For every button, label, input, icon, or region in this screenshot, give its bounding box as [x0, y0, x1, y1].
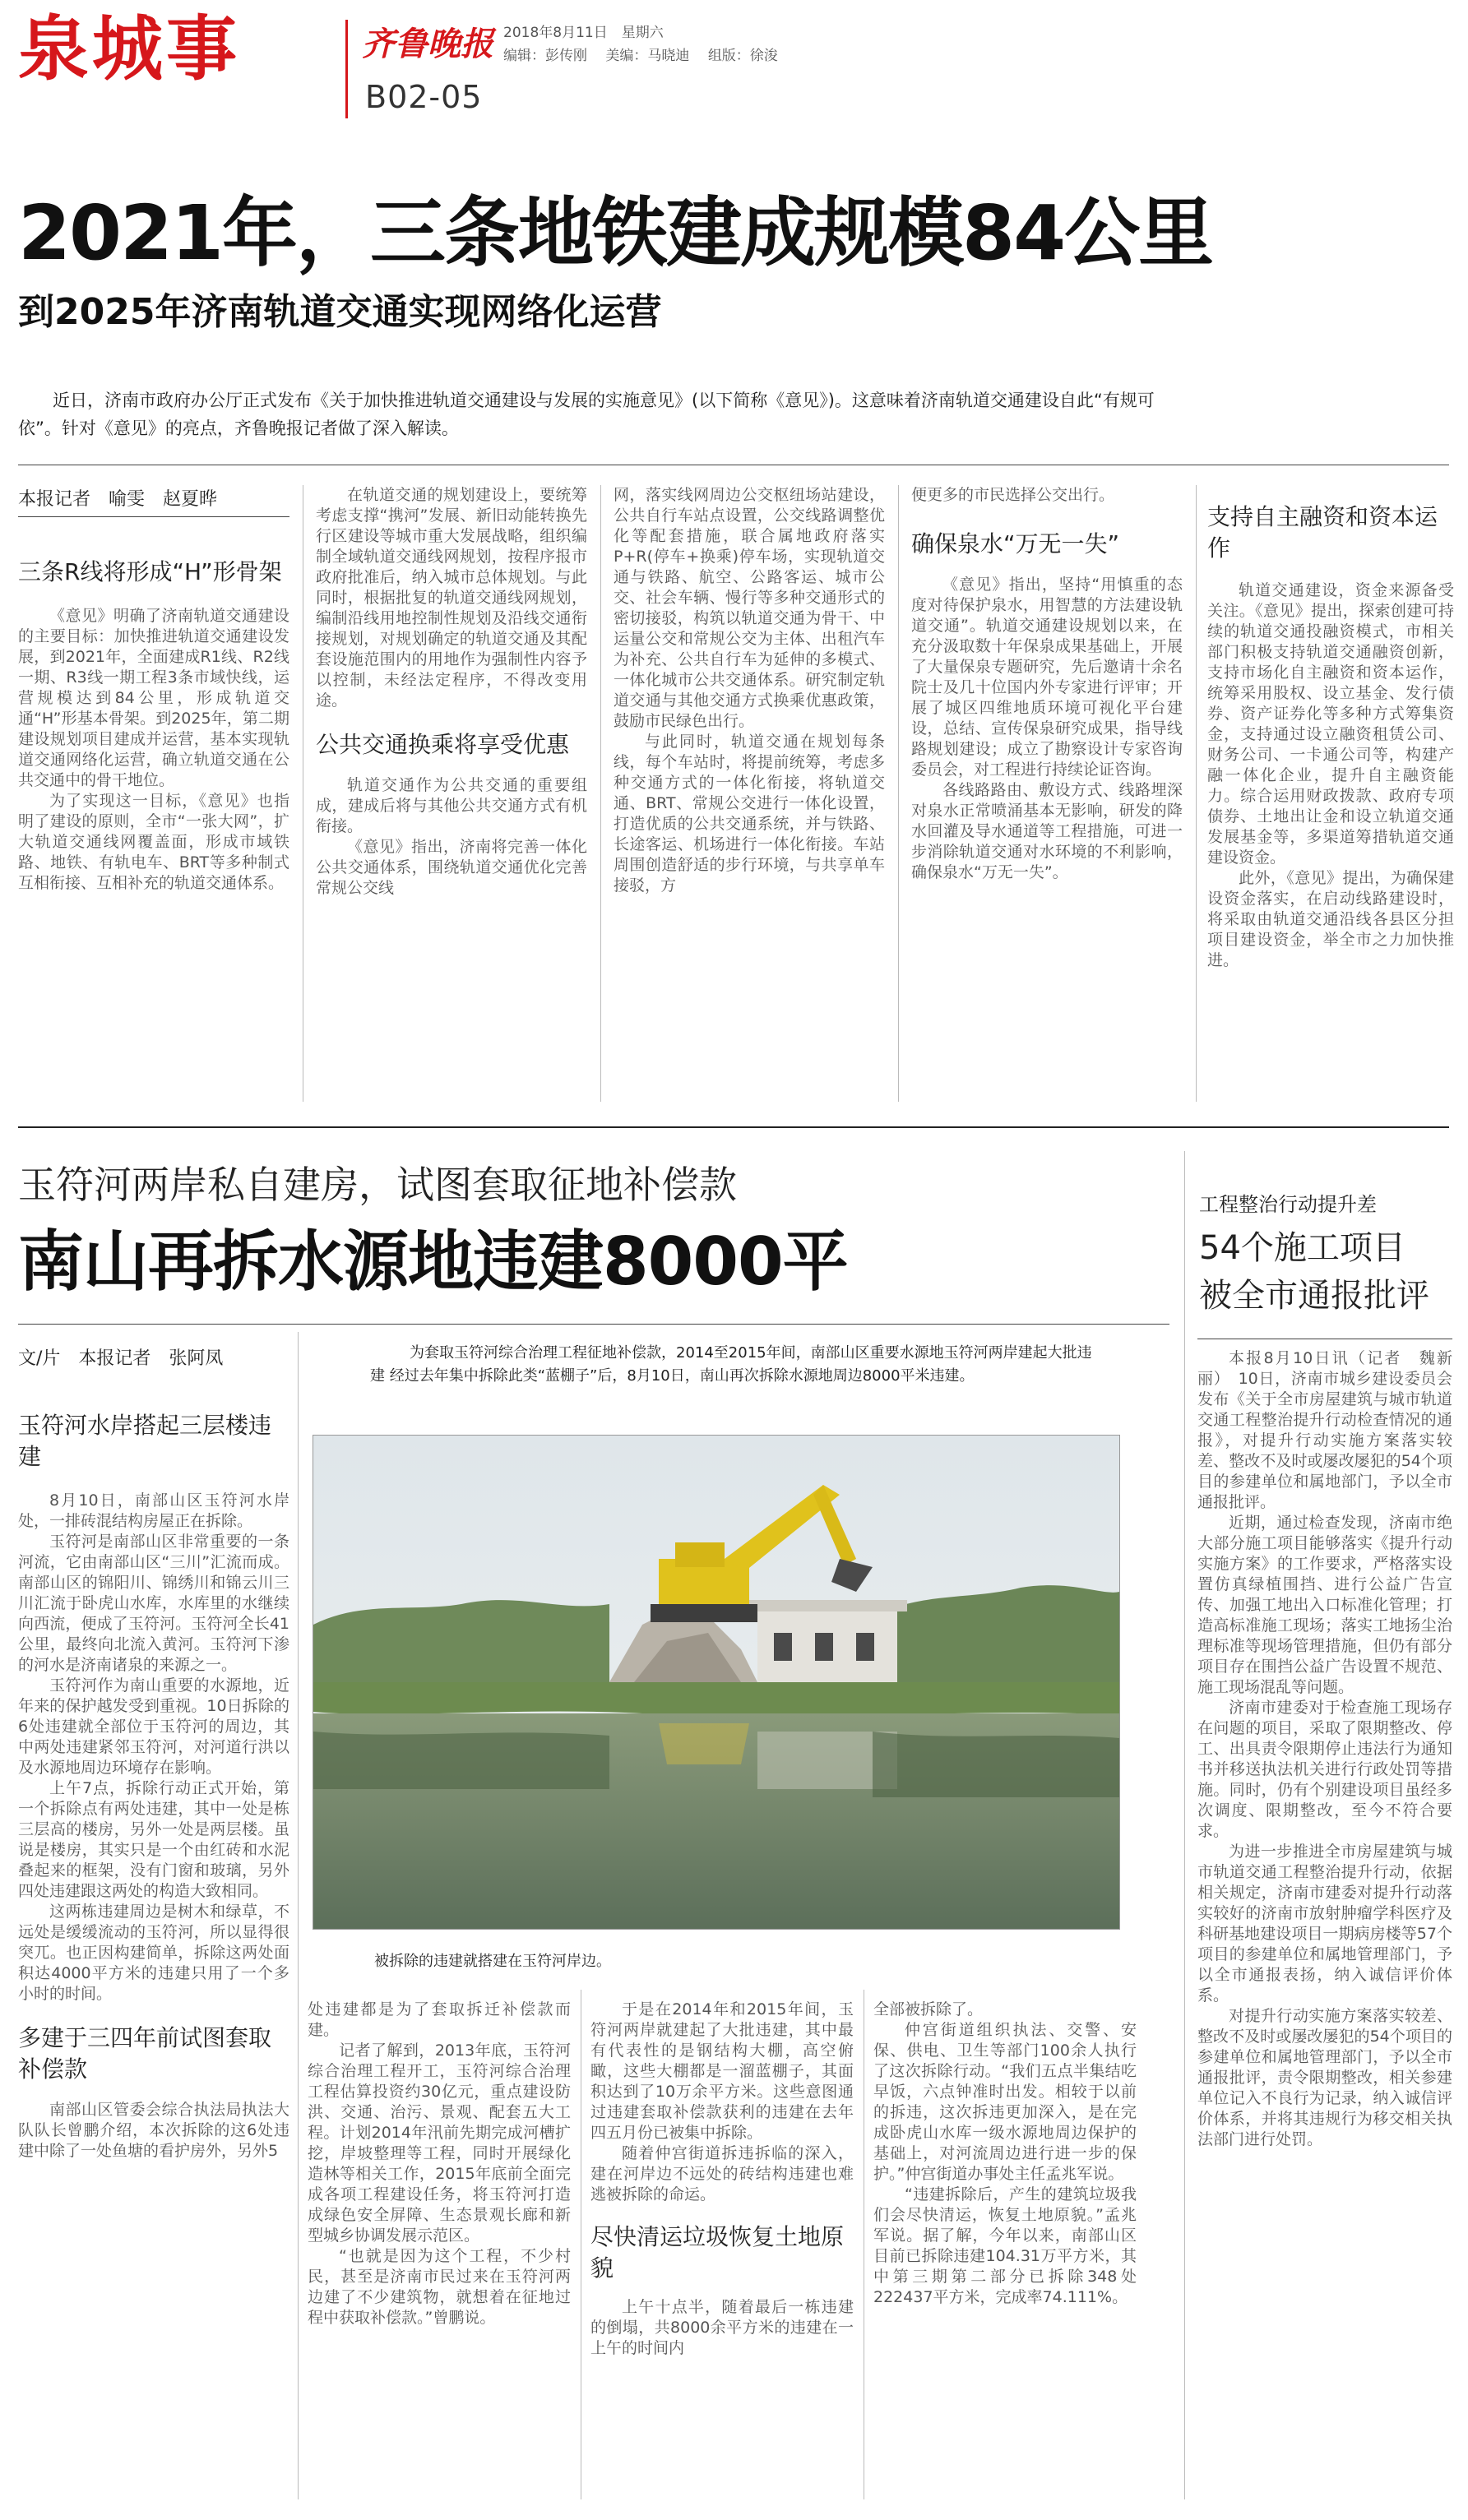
story2-paragraph: “违建拆除后，产生的建筑垃圾我们会尽快清运，恢复土地原貌。”孟兆军说。据了解，今年以来，南部山区目前已拆除违建104.31万平方米，其中第三期第二部分已拆除348处222437平方米，完成率74.111%。 — [873, 2185, 1137, 2306]
proof-credit: 组版：徐浚 — [707, 48, 778, 64]
column-divider — [1184, 1151, 1185, 2499]
story1-paragraph: 此外，《意见》提出，为确保建设资金落实，在启动线路建设时，将采取由轨道交通沿线各县区分担项目建设资金，举全市之力加快推进。 — [1207, 869, 1454, 969]
story1-headline: 2021年，三条地铁建成规模84公里 — [18, 189, 1213, 277]
story2-paragraph: 玉符河作为南山重要的水源地，近年来的保护越发受到重视。10日拆除的6处违建就全部位于玉符河的周边，其中两处违建紧邻玉符河，对河道行洪以及水源地周边环境存在影响。 — [18, 1676, 289, 1777]
photo-caption: 被拆除的违建就搭建在玉符河岸边。 — [374, 1953, 611, 1970]
story1-subhead-1: 三条R线将形成“H”形骨架 — [18, 558, 282, 585]
story1-paragraph: 轨道交通建设，资金来源备受关注。《意见》提出，探索创建可持续的轨道交通投融资模式，市相关部门积极支持轨道交通融资创新，支持市场化自主融资和资本运作，统筹采用股权、设立基金、发行债券、资产证券化等多种方式筹集资金，支持通过设立融资租赁公司、财务公司、一卡通公司等，构建产融一体化企业，提升自主融资能力。综合运用财政拨款、政府专项债券、土地出让金和设立轨道交通发展基金等，多渠道筹措轨道交通建设资金。 — [1207, 581, 1454, 867]
story1-paragraph: 便更多的市民选择公交出行。 — [911, 486, 1115, 504]
story2-subhead-2: 多建于三四年前试图套取补偿款 — [18, 2024, 272, 2083]
demolition-photo — [313, 1435, 1120, 1930]
photo-illustration — [313, 1436, 1119, 1929]
story2-intro: 为套取玉符河综合治理工程征地补偿款，2014至2015年间，南部山区重要水源地玉符河两岸建起大批违建 经过去年集中拆除此类“蓝棚子”后，8月10日，南山再次拆除水源地周边8000平米违建。 — [370, 1344, 1092, 1385]
story3-kicker: 工程整治行动提升差 — [1199, 1193, 1377, 1216]
story2-column-4 — [873, 2000, 1137, 2308]
masthead-divider — [345, 20, 348, 118]
divider — [18, 1324, 1169, 1325]
story1-column-1 — [18, 485, 289, 894]
designer-credit: 美编：马晓迪 — [605, 48, 690, 64]
story1-paragraph: 《意见》指出，坚持“用慎重的态度对待保护泉水，用智慧的方法建设轨道交通”。轨道交通建设规划以来，在充分汲取数十年保泉成果基础上，开展了大量保泉专题研究，先后邀请十余名院士及几十位国内外专家进行评审；开展了城区四维地质环境可视化平台建设，总结、宣传保泉研究成果，指导线路规划建设；成立了勘察设计专家咨询委员会，对工程进行持续论证咨询。 — [911, 576, 1183, 779]
divider — [18, 1126, 1449, 1128]
story1-paragraph: 各线路路由、敷设方式、线路埋深对泉水正常喷涌基本无影响，研发的降水回灌及导水通道等工程措施，可进一步消除轨道交通对水环境的不利影响，确保泉水“万无一失”。 — [911, 781, 1183, 881]
story3-body — [1197, 1348, 1452, 2150]
story2-paragraph: 随着仲宫街道拆违拆临的深入，建在河岸边不远处的砖结构违建也难逃被拆除的命运。 — [590, 2144, 854, 2203]
story1-lead: 近日，济南市政府办公厅正式发布《关于加快推进轨道交通建设与发展的实施意见》(以下简称《意见》)。这意味着济南轨道交通建设自此“有规可依”。针对《意见》的亮点，齐鲁晚报记者做了深入解读。 — [18, 391, 1155, 438]
story2-subhead-1: 玉符河水岸搭起三层楼违建 — [18, 1412, 272, 1470]
story2-paragraph: 这两栋违建周边是树木和绿草，不远处是缓缓流动的玉符河，所以显得很突兀。也正因构建简单，拆除这两处面积达4000平方米的违建只用了一个多小时的时间。 — [18, 1903, 289, 2003]
staff-credits — [503, 44, 778, 67]
story2-paragraph: 全部被拆除了。 — [873, 2000, 984, 2018]
story2-headline: 南山再拆水源地违建8000平 — [18, 1223, 848, 1300]
story1-paragraph: 与此同时，轨道交通在规划每条线，每个车站时，将提前统筹，考虑多种交通方式的一体化衔接，将轨道交通、BRT、常规公交进行一体化设置，打造优质的公共交通系统，并与铁路、长途客运、机场进行一体化衔接。车站周围创造舒适的步行环境，与共享单车接驳，方 — [614, 733, 885, 895]
story2-paragraph: 玉符河是南部山区非常重要的一条河流，它由南部山区“三川”汇流而成。南部山区的锦阳川、锦绣川和锦云川三川汇流于卧虎山水库，水库里的水继续向西流，便成了玉符河。玉符河全长41公里，最终向北流入黄河。玉符河下渗的河水是济南诸泉的来源之一。 — [18, 1533, 289, 1674]
story2-column-3 — [590, 2000, 854, 2359]
issue-date: 2018年8月11日 星期六 — [503, 25, 664, 41]
story2-paragraph: 上午7点，拆除行动正式开始，第一个拆除点有两处违建，其中一处是栋三层高的楼房，另外一处是两层楼。虽说是楼房，其实只是一个由红砖和水泥叠起来的框架，没有门窗和玻璃，另外四处违建跟这两处的构造大致相同。 — [18, 1779, 289, 1900]
story2-paragraph: 于是在2014年和2015年间，玉符河两岸就建起了大批违建，其中最有代表性的是钢结构大棚，高空俯瞰，这些大棚都是一溜蓝棚子，其面积达到了10万余平方米。这些意图通过违建套取补偿款获利的违建在去年四五月份已被集中拆除。 — [590, 2000, 854, 2142]
story3-headline-line1: 54个施工项目 — [1199, 1229, 1405, 1267]
story1-byline: 本报记者 喻雯 赵夏晔 — [18, 489, 218, 510]
story2-column-2 — [308, 2000, 571, 2328]
story1-paragraph: 在轨道交通的规划建设上，要统筹考虑支撑“携河”发展、新旧动能转换先行区建设等城市重大发展战略，组织编制全域轨道交通线网规划，按程序报市政府批准后，纳入城市总体规划。与此同时，根据批复的轨道交通线网规划，编制沿线用地控制性规划及沿线交通衔接规划，对规划确定的轨道交通及其配套设施范围内的用地作为强制性内容予以控制，未经法定程序，不得改变用途。 — [316, 486, 587, 710]
column-divider — [600, 485, 601, 1102]
story1-subhead-4: 支持自主融资和资本运作 — [1207, 503, 1438, 562]
story1-paragraph: 《意见》明确了济南轨道交通建设的主要目标：加快推进轨道交通建设发展，到2021年，全面建成R1线、R2线一期、R3线一期工程3条市域快线，运营规模达到84公里，形成轨道交通“H”形基本骨架。到2025年，第二期建设规划项目建成并运营，基本实现轨道交通网络化运营，确立轨道交通在公共交通中的骨干地位。 — [18, 607, 289, 789]
story1-paragraph: 网，落实线网周边公交枢纽场站建设，公共自行车站点设置，公交线路调整优化等配套措施，联合属地政府落实P+R(停车+换乘)停车场，实现轨道交通与铁路、航空、公路客运、城市公交、社会车辆、慢行等多种交通形式的密切接驳，构筑以轨道交通为骨干、中运量公交和常规公交为主体、出租汽车为补充、公共自行车为延伸的多模式、一体化城市公共交通体系。研究制定轨道交通与其他交通方式换乘优惠政策，鼓励市民绿色出行。 — [614, 486, 885, 730]
story1-column-4 — [911, 485, 1183, 883]
story3-paragraph: 对提升行动实施方案落实较差、整改不及时或屡改屡犯的54个项目的参建单位和属地管理部门，予以全市通报批评，责令限期整改，相关参建单位记入不良行为记录，纳入诚信评价体系，并将其违规行为移交相关执法部门进行处罚。 — [1197, 2007, 1452, 2148]
story2-paragraph: 仲宫街道组织执法、交警、安保、供电、卫生等部门100余人执行了这次拆除行动。“我们五点半集结吃早饭，六点钟准时出发。相较于以前的拆违，这次拆违更加深入，是在完成卧虎山水库一级水源地周边保护的基础上，对河流周边进行进一步的保护。”仲宫街道办事处主任孟兆军说。 — [873, 2021, 1137, 2183]
story2-paragraph: 处违建都是为了套取拆迁补偿款而建。 — [308, 2000, 571, 2039]
story2-paragraph: 记者了解到，2013年底，玉符河综合治理工程开工，玉符河综合治理工程估算投资约30亿元，重点建设防洪、交通、治污、景观、配套五大工程。计划2014年汛前先期完成河槽扩挖，岸坡整理等工程，同时开展绿化造林等相关工作，2015年底前全面完成各项工程建设任务，将玉符河打造成绿色安全屏障、生态景观长廊和新型城乡协调发展示范区。 — [308, 2041, 571, 2245]
page-number: B02-05 — [365, 79, 483, 115]
story3-paragraph: 济南市建委对于检查施工现场存在问题的项目，采取了限期整改、停工、出具责令限期停止违法行为通知书并移送执法机关进行行政处罚等措施。同时，仍有个别建设项目虽经多次调度、限期整改，至今不符合要求。 — [1197, 1699, 1452, 1840]
story1-column-2 — [316, 485, 587, 899]
story2-paragraph: 上午十点半，随着最后一栋违建的倒塌，共8000余平方米的违建在一上午的时间内 — [590, 2298, 854, 2357]
story3-paragraph: 近期，通过检查发现，济南市绝大部分施工项目能够落实《提升行动实施方案》的工作要求，严格落实设置仿真绿植围挡、进行公益广告宣传、加强工地出入口标准化管理；打造高标准施工现场；落实工地扬尘治理标准等现场管理措施，但仍有部分项目存在围挡公益广告设置不规范、施工现场混乱等问题。 — [1197, 1514, 1452, 1696]
section-title: 泉城事 — [18, 7, 240, 90]
masthead-meta — [503, 21, 778, 67]
editor-credit: 编辑：彭传刚 — [503, 48, 587, 64]
story2-paragraph: 南部山区管委会综合执法局执法大队队长曾鹏介绍，本次拆除的这6处违建中除了一处鱼塘的看护房外，另外5 — [18, 2101, 289, 2160]
story3-paragraph: 为进一步推进全市房屋建筑与城市轨道交通工程整治提升行动，依据相关规定，济南市建委对提升行动落实较好的济南市放射肿瘤学科医疗及科研基地建设项目一期病房楼等57个项目的参建单位和属地管理部门，予以全市通报表扬，纳入诚信评价体系。 — [1197, 1843, 1452, 2004]
column-divider — [898, 485, 899, 1102]
story1-column-3 — [614, 485, 885, 896]
story2-byline: 文/片 本报记者 张阿凤 — [18, 1348, 224, 1369]
publication-logo: 齐鲁晚报 — [362, 25, 493, 63]
story2-subhead-3: 尽快清运垃圾恢复土地原貌 — [590, 2223, 845, 2282]
column-divider — [298, 1332, 299, 2499]
divider — [18, 516, 289, 517]
story2-kicker: 玉符河两岸私自建房，试图套取征地补偿款 — [18, 1163, 737, 1207]
story1-subhead-3: 确保泉水“万无一失” — [911, 530, 1120, 557]
story3-headline-line2: 被全市通报批评 — [1199, 1277, 1429, 1315]
story1-paragraph: 《意见》指出，济南将完善一体化公共交通体系，围绕轨道交通优化完善常规公交线 — [316, 838, 587, 897]
story2-paragraph: “也就是因为这个工程，不少村民，甚至是济南市民过来在玉符河两边建了不少建筑物，就想着在征地过程中获取补偿款。”曾鹏说。 — [308, 2247, 571, 2327]
story1-subheadline: 到2025年济南轨道交通实现网络化运营 — [18, 291, 662, 333]
story1-paragraph: 为了实现这一目标，《意见》也指明了建设的原则，全市“一张大网”，扩大轨道交通线网覆盖面，形成市域铁路、地铁、有轨电车、BRT等多种制式互相衔接、互相补充的轨道交通体系。 — [18, 792, 289, 892]
story1-subhead-2: 公共交通换乘将享受优惠 — [316, 731, 570, 758]
story1-paragraph: 轨道交通作为公共交通的重要组成，建成后将与其他公共交通方式有机衔接。 — [316, 776, 587, 835]
story2-column-1 — [18, 1410, 289, 2162]
story1-column-5 — [1207, 502, 1454, 971]
story2-paragraph: 8月10日，南部山区玉符河水岸处，一排砖混结构房屋正在拆除。 — [18, 1491, 289, 1530]
column-divider — [1196, 485, 1197, 1102]
story3-paragraph: 本报8月10日讯（记者 魏新丽） 10日，济南市城乡建设委员会发布《关于全市房屋建筑与城市轨道交通工程整治提升行动检查情况的通报》，对提升行动实施方案落实较差、整改不及时或屡改屡犯的54个项目的参建单位和属地部门，予以全市通报批评。 — [1197, 1349, 1452, 1511]
